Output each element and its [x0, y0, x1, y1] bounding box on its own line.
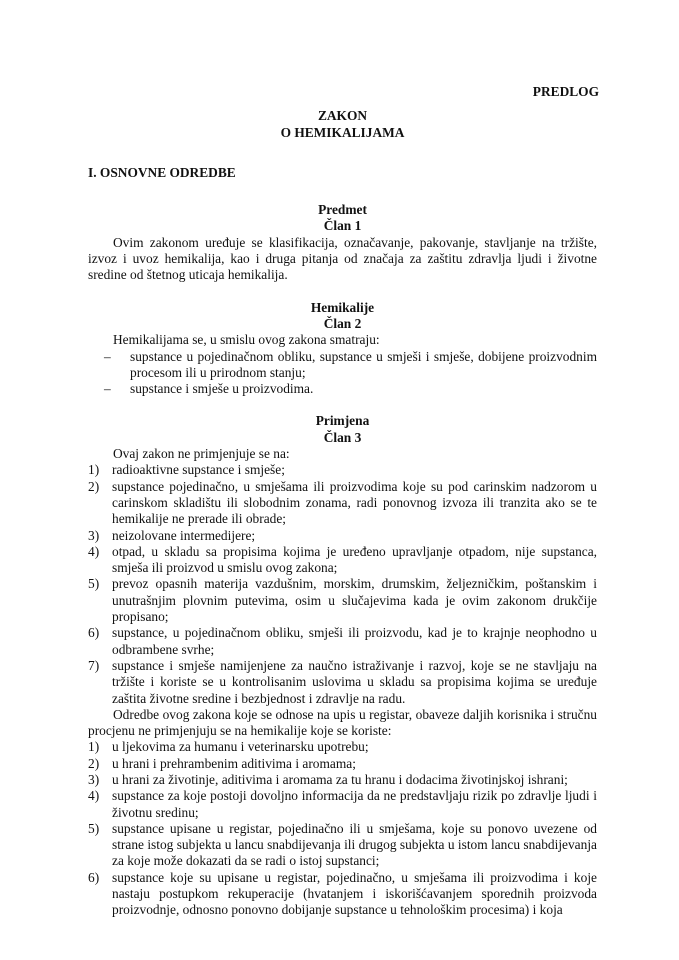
list-marker: 2) [88, 478, 100, 494]
list-marker: – [104, 348, 111, 364]
list-marker: 3) [88, 527, 100, 543]
list-item [88, 820, 597, 870]
list-marker: 6) [88, 625, 100, 641]
article2-heading: Hemikalije [310, 299, 375, 315]
article3-number: Član 3 [323, 429, 362, 445]
list-item-text: supstance u pojedinačnom obliku, supstance u smješi i smješe, dobijene proizvodnim procesom ili u prirodnom stanju; [130, 348, 597, 380]
list-marker: 6) [88, 869, 100, 885]
list-item [88, 543, 597, 577]
section-title: I. OSNOVNE ODREDBE [88, 164, 236, 180]
article1-text: Ovim zakonom uređuje se klasifikacija, označavanje, pakovanje, stavljanje na tržište, izvoz i uvoz hemikalija, kao i druga pitanja od značaja za zaštitu zdravlja ljudi i životne sredine od štetnog uticaja hemikalija. [88, 234, 597, 283]
list-item [88, 625, 597, 658]
list-item-text: supstance i smješe namijenjene za naučno istraživanje i razvoj, koje se ne stavljaju na tržište i koriste se u kontrolisanim uslovima u skladu sa propisima kojima se uređuje zaštita životne sredine i bezbjednost i zdravlje na radu. [112, 657, 597, 706]
list-marker: 2) [88, 755, 100, 771]
list-marker: 5) [88, 576, 100, 592]
list-item [88, 755, 597, 772]
list-item [88, 869, 597, 919]
list-marker: 7) [88, 657, 100, 673]
list-marker: – [104, 381, 111, 397]
article2-intro: Hemikalijama se, u smislu ovog zakona smatraju: [113, 332, 380, 348]
list-item [88, 478, 597, 528]
list-item-text: supstance, u pojedinačnom obliku, smješi ili proizvodu, kad je to krajnje neophodno u odbrambene svrhe; [112, 625, 597, 657]
list-item [88, 576, 597, 625]
article1-heading: Predmet [318, 202, 367, 218]
document-tag: PREDLOG [532, 84, 599, 99]
list-item-text: supstance i smješe u proizvodima. [130, 381, 314, 397]
list-item-text: neizolovane intermedijere; [112, 527, 256, 543]
article2-number: Član 2 [323, 315, 362, 331]
article3-heading: Primjena [315, 413, 370, 429]
article3-list2 [88, 739, 597, 918]
list-item-text: supstance za koje postoji dovoljno informacija da ne predstavljaju rizik po zdravlje ljudi i životnu sredinu; [112, 788, 597, 820]
article3-paragraph2: Odredbe ovog zakona koje se odnose na upis u registar, obaveze daljih korisnika i stručnu procjenu ne primjenjuju se na hemikalije koje se koriste: [88, 706, 597, 739]
list-marker: 1) [88, 462, 100, 478]
list-item-text: supstance upisane u registar, pojedinačno ili u smješama, koje su ponovo uvezene od strane istog subjekta u lancu snabdijevanja ili drugog subjekta u istom lancu snabdijevanja za koje može dokazati da se radi o istoj supstanci; [112, 820, 597, 869]
list-marker: 4) [88, 788, 100, 804]
list-marker: 5) [88, 820, 100, 836]
list-item [88, 657, 597, 707]
list-item-text: otpad, u skladu sa propisima kojima je uređeno upravljanje otpadom, nije supstanca, smješa ili proizvod u smislu ovog zakona; [112, 543, 597, 576]
list-item-text: supstance koje su upisane u registar, pojedinačno, u smješama ili proizvodima i koje nastaju postupkom rekuperacije (hvatanjem i iskorišćavanjem sporednih proizvoda proizvodnje, odnosno ponovno dobijanje supstance u tehnološkim procesima) i koja [112, 869, 597, 918]
list-marker: 3) [88, 771, 100, 787]
list-item-text: u ljekovima za humanu i veterinarsku upotrebu; [112, 739, 369, 755]
law-title-line1: ZAKON [317, 108, 368, 124]
list-item [104, 381, 597, 397]
article2-list [88, 349, 597, 398]
list-item [88, 788, 597, 821]
list-marker: 4) [88, 543, 100, 559]
list-item-text: prevoz opasnih materija vazdušnim, morskim, drumskim, željezničkim, poštanskim i unutrašnjim plovnim putevima, osim u slučajevima kada je ovim zakonom drukčije propisano; [112, 576, 597, 625]
list-item [88, 462, 597, 478]
list-item [88, 739, 597, 755]
list-item-text: supstance pojedinačno, u smješama ili proizvodima koje su pod carinskim nadzorom u carinskom skladištu ili slobodnim zonama, radi ponovnog izvoza ili tranzita ako se te hemikalije ne prerade ili obrade; [112, 478, 597, 527]
list-item [88, 527, 597, 544]
list-item-text: u hrani i prehrambenim aditivima i aromama; [112, 755, 356, 771]
article3-list [88, 462, 597, 706]
article3-intro: Ovaj zakon ne primjenjuje se na: [113, 446, 290, 462]
list-item-text: u hrani za životinje, aditivima i aromama za tu hranu i dodacima životinjskoj ishrani; [112, 771, 568, 787]
law-title-line2: O HEMIKALIJAMA [280, 124, 405, 140]
list-item-text: radioaktivne supstance i smješe; [112, 462, 285, 478]
article1-number: Član 1 [323, 218, 362, 234]
list-item [88, 771, 597, 788]
list-marker: 1) [88, 739, 100, 755]
list-item [104, 348, 597, 382]
